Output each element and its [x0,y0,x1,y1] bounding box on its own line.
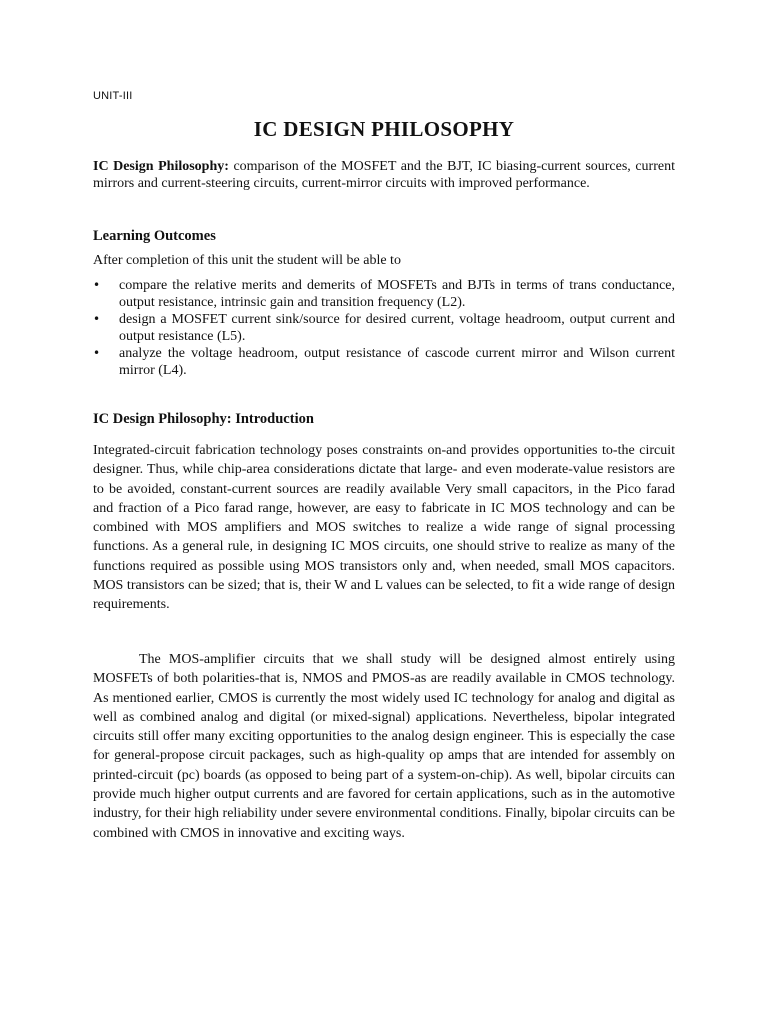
unit-summary [93,158,675,192]
learning-outcomes-heading: Learning Outcomes [93,228,216,244]
body-paragraph: The MOS-amplifier circuits that we shall study will be designed almost entirely using MOSFETs of both polarities-that is, NMOS and PMOS-as are readily available in CMOS technology. As mentioned earlier, CMOS is currently the most widely used IC technology for analog and digital as well as combined analog and digital (or mixed-signal) applications. Nevertheless, bipolar integrated circuits still offer many exciting opportunities to the analog design engineer. This is especially the case for general-propose circuit packages, such as high-quality op amps that are intended for assembly on printed-circuit (pc) boards (as opposed to being part of a system-on-chip). As well, bipolar circuits can provide much higher output currents and are favored for certain applications, such as in the automotive industry, for their high reliability under severe environmental conditions. Finally, bipolar circuits can be combined with CMOS in innovative and exciting ways. [93,652,675,841]
summary-text: comparison of the MOSFET and the BJT, IC biasing-current sources, current mirrors and current-steering circuits, current-mirror circuits with improved performance. [93,159,675,191]
unit-label: UNIT-III [93,90,133,102]
list-item [93,277,675,311]
learning-outcomes-intro: After completion of this unit the student will be able to [93,253,401,268]
outcome-text: analyze the voltage headroom, output resistance of cascode current mirror and Wilson current mirror (L4). [119,346,675,378]
bullet-icon: • [93,346,101,360]
body-paragraph: Integrated-circuit fabrication technology poses constraints on-and provides opportunities to-the circuit designer. Thus, while chip-area considerations dictate that large- and even moderate-value resistors are to be avoided, constant-current sources are readily available Very small capacitors, in the Pico farad and fraction of a Pico farad range, however, are easy to fabricate in IC MOS technology and can be combined with MOS amplifiers and MOS switches to realize a wide range of signal processing functions. As a general rule, in designing IC MOS circuits, one should strive to realize as many of the functions required as possible using MOS transistors only and, when needed, small MOS capacitors. MOS transistors can be sized; that is, their W and L values can be selected, to fit a wide range of design requirements. [93,443,675,613]
list-item [93,311,675,345]
bullet-icon: • [93,278,101,292]
summary-label: IC Design Philosophy: [93,159,229,174]
outcome-text: compare the relative merits and demerits of MOSFETs and BJTs in terms of trans conductance, output resistance, intrinsic gain and transition frequency (L2). [119,278,675,310]
list-item [93,345,675,379]
page-title: IC DESIGN PHILOSOPHY [253,117,515,141]
bullet-icon: • [93,312,101,326]
learning-outcomes-list [93,277,675,379]
introduction-heading: IC Design Philosophy: Introduction [93,411,314,427]
outcome-text: design a MOSFET current sink/source for desired current, voltage headroom, output current and output resistance (L5). [119,312,675,344]
